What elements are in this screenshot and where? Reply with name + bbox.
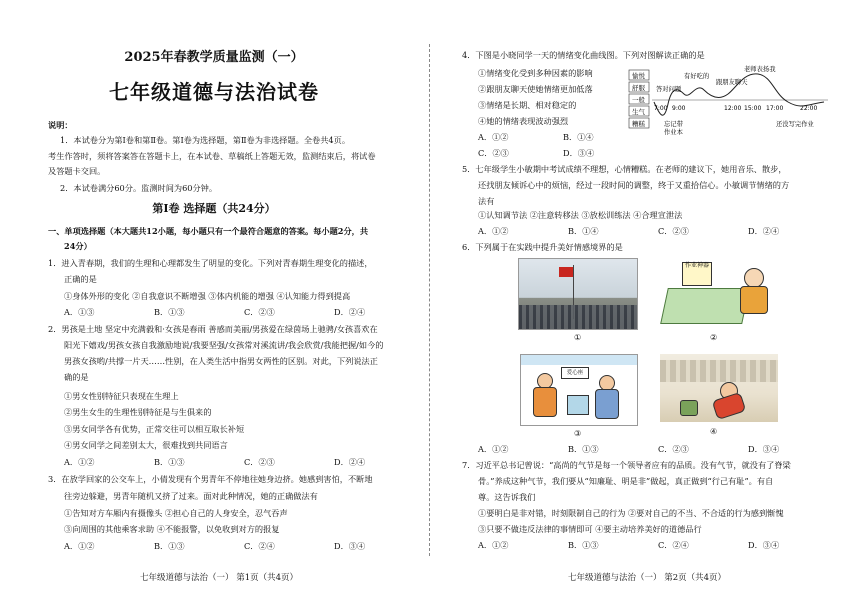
q6-option-b: B．①③ bbox=[568, 444, 599, 454]
note-1c: 及答题卡交回。 bbox=[48, 166, 106, 176]
image-give-seat bbox=[520, 354, 638, 426]
notes-label: 说明： bbox=[48, 120, 73, 130]
level-label-3: 一般 bbox=[632, 96, 645, 104]
q3-option-d: D．③④ bbox=[334, 541, 366, 551]
note-1a: 1．本试卷分为第Ⅰ卷和第Ⅱ卷。第Ⅰ卷为选择题，第Ⅱ卷为非选择题。全卷共4页。 bbox=[60, 135, 351, 145]
q4-item-2: ②跟朋友聊天使她情绪更加低落 bbox=[478, 84, 593, 94]
page-2-footer: 七年级道德与法治（一） 第2页（共4页） bbox=[568, 573, 727, 583]
q1-stem-1: 1．进入青春期，我们的生理和心理都发生了明显的变化。下列对青春期生理变化的描述， bbox=[48, 258, 373, 268]
q4-item-4: ④她的情绪表现波动强烈 bbox=[478, 116, 569, 126]
time-label-2: 9:00 bbox=[672, 105, 686, 112]
q7-stem-2: 骨。”养成这种气节，我们要从“知廉耻、明是非”做起，真正做到“行己有耻”。有自 bbox=[478, 476, 774, 486]
time-label-1: 7:00 bbox=[654, 105, 668, 112]
q2-item-4: ④男女同学之间差别太大，很难找到共同语言 bbox=[64, 440, 228, 450]
q2-options bbox=[64, 457, 424, 467]
note-chat: 跟朋友聊天 bbox=[716, 79, 748, 86]
image-label-4: ④ bbox=[710, 426, 718, 436]
image-flag-raising bbox=[518, 258, 638, 330]
q7-stem-1: 7．习近平总书记曾说：“高尚的气节是每一个领导者应有的品质。没有气节，就没有了脊梁 bbox=[462, 460, 791, 470]
q5-stem-3: 法有 bbox=[478, 196, 495, 206]
q2-option-b: B．①③ bbox=[154, 457, 185, 467]
q6-option-a: A．①② bbox=[478, 444, 509, 454]
q2-stem-4: 确的是 bbox=[64, 372, 89, 382]
subject-title: 七年级道德与法治试卷 bbox=[109, 80, 319, 104]
q1-option-d: D．②④ bbox=[334, 307, 366, 317]
level-label-1: 愉悦 bbox=[632, 72, 645, 80]
q7-options bbox=[478, 540, 838, 550]
level-label-2: 舒服 bbox=[632, 84, 645, 92]
q3-option-c: C．②④ bbox=[244, 541, 275, 551]
time-labels bbox=[654, 105, 817, 112]
sign-text: 作业神器 bbox=[684, 262, 709, 269]
q4-option-a: A．①② bbox=[478, 132, 509, 142]
q5-option-b: B．①④ bbox=[568, 226, 599, 236]
image-label-3: ③ bbox=[574, 428, 582, 438]
time-label-5: 17:00 bbox=[766, 105, 784, 112]
q2-option-c: C．②③ bbox=[244, 457, 275, 467]
q5-stem-1: 5．七年级学生小敏期中考试成绩不理想，心情糟糕。在老师的建议下，她用音乐、散步， bbox=[462, 164, 787, 174]
student-body bbox=[740, 286, 768, 314]
student-head bbox=[744, 268, 764, 288]
q1-stem-2: 正确的是 bbox=[64, 274, 97, 284]
q1-option-a: A．①③ bbox=[64, 307, 95, 317]
note-forgot-1: 忘记带 bbox=[664, 121, 683, 128]
q7-item-1: ①要明白是非对错，时刻限制自己的行为 ②要对自己的不当、不合适的行为感到惭愧 bbox=[478, 508, 784, 518]
q4-options-row2 bbox=[478, 148, 653, 158]
time-label-4: 15:00 bbox=[744, 105, 762, 112]
q6-options bbox=[478, 444, 838, 454]
q1-option-b: B．①③ bbox=[154, 307, 185, 317]
q3-option-a: A．①② bbox=[64, 541, 95, 551]
q4-item-1: ①情绪变化受到多种因素的影响 bbox=[478, 68, 593, 78]
note-praise: 老师表扬我 bbox=[744, 66, 776, 73]
sign-board bbox=[682, 262, 712, 286]
q2-option-d: D．②④ bbox=[334, 457, 366, 467]
q2-stem-3: 男孩女孩哟/共撑一片天……性别，在人类生活中指男女两性的区别。对此，下列说法正 bbox=[64, 356, 378, 366]
level-labels bbox=[629, 70, 649, 128]
red-flag bbox=[559, 267, 573, 277]
section1-line1: 一、单项选择题（本大题共12小题，每小题只有一个最符合题意的答案。每小题2分，共 bbox=[48, 226, 369, 236]
background-buildings bbox=[660, 360, 778, 382]
q3-options bbox=[64, 541, 424, 551]
q3-option-b: B．①③ bbox=[154, 541, 185, 551]
q4-item-3: ③情绪是长期、相对稳定的 bbox=[478, 100, 577, 110]
q2-stem-2: 阳光下嬉戏/男孩女孩自我激励地说/我要坚强/女孩常对溪流讲/我会欣赏/我能把握/如今的 bbox=[64, 340, 384, 350]
page-1-footer: 七年级道德与法治（一） 第1页（共4页） bbox=[140, 573, 299, 583]
time-label-3: 12:00 bbox=[724, 105, 742, 112]
q3-stem-2: 往旁边躲避，男青年随机又挤了过来。面对此种情况，她的正确做法有 bbox=[64, 491, 318, 501]
emotion-curve-figure bbox=[628, 64, 836, 144]
girl-body bbox=[533, 387, 557, 417]
q6-option-d: D．③④ bbox=[748, 444, 780, 454]
q5-options bbox=[478, 226, 838, 236]
crowd bbox=[519, 305, 637, 329]
q2-option-a: A．①② bbox=[64, 457, 95, 467]
level-label-4: 生气 bbox=[632, 108, 645, 116]
image-street-scene bbox=[660, 354, 778, 422]
trash-bin bbox=[680, 400, 698, 416]
level-label-5: 糟糕 bbox=[632, 120, 645, 128]
q7-stem-3: 尊。这告诉我们 bbox=[478, 492, 536, 502]
image-homework-device bbox=[660, 258, 778, 330]
q7-option-a: A．①② bbox=[478, 540, 509, 550]
q6-stem: 6．下列属于在实践中提升美好情感境界的是 bbox=[462, 242, 623, 252]
note-homework: 还没写完作业 bbox=[776, 121, 814, 128]
time-label-6: 22:00 bbox=[800, 105, 818, 112]
elder-body bbox=[595, 389, 619, 419]
poster-text: 爱心座 bbox=[566, 370, 584, 376]
q7-item-2: ③只要不做违反法律的事情即可 ④要主动培养美好的道德品行 bbox=[478, 524, 702, 534]
part1-title: 第Ⅰ卷 选择题（共24分） bbox=[152, 202, 276, 215]
note-2: 2．本试卷满分60分。监测时间为60分钟。 bbox=[60, 183, 218, 193]
q4-option-d: D．③④ bbox=[563, 148, 595, 158]
q5-option-c: C．②③ bbox=[658, 226, 689, 236]
desk bbox=[660, 288, 750, 324]
priority-seat-poster bbox=[561, 367, 589, 379]
page-divider bbox=[429, 44, 430, 556]
q2-item-1: ①男女性别特征只表现在生理上 bbox=[64, 391, 179, 401]
q7-option-d: D．③④ bbox=[748, 540, 780, 550]
page-1 bbox=[0, 0, 428, 608]
q7-option-c: C．②④ bbox=[658, 540, 689, 550]
q2-stem-1: 2．男孩是土地 坚定中充满毅和·女孩是春雨 善感而美丽/男孩爱在绿茵场上驰骋/女孩喜欢在 bbox=[48, 324, 378, 334]
image-label-2: ② bbox=[710, 332, 718, 342]
note-answer: 答对问题 bbox=[656, 86, 682, 93]
q1-option-c: C．②③ bbox=[244, 307, 275, 317]
bus-seat bbox=[567, 395, 589, 415]
q5-items: ①认知调节法 ②注意转移法 ③放松训练法 ④合理宣泄法 bbox=[478, 210, 683, 220]
note-forgot-2: 作业本 bbox=[664, 129, 683, 136]
q5-option-a: A．①② bbox=[478, 226, 509, 236]
note-food: 有好吃的 bbox=[684, 73, 710, 80]
q4-options-row1 bbox=[478, 132, 653, 142]
section1-line2: 24分） bbox=[64, 241, 92, 251]
q4-option-c: C．②③ bbox=[478, 148, 509, 158]
q4-option-b: B．①④ bbox=[563, 132, 594, 142]
image-label-1: ① bbox=[574, 332, 582, 342]
note-1b: 考生作答时，须将答案答在答题卡上，在本试卷、草稿纸上答题无效，监测结束后，将试卷 bbox=[48, 151, 376, 161]
q3-item-2: ③向周围的其他乘客求助 ④不能报警，以免收到对方的报复 bbox=[64, 524, 280, 534]
page-2 bbox=[432, 0, 860, 608]
q1-items: ①身体外形的变化 ②自我意识不断增强 ③体内机能的增强 ④认知能力得到提高 bbox=[64, 291, 351, 301]
person-body bbox=[712, 392, 747, 420]
q1-options bbox=[64, 307, 424, 317]
q4-stem: 4．下图是小晓同学一天的情绪变化曲线图。下列对图解读正确的是 bbox=[462, 50, 705, 60]
q5-option-d: D．②④ bbox=[748, 226, 780, 236]
q5-stem-2: 还找朋友倾诉心中的烦恼，经过一段时间的调整，终于又重拾信心。小敏调节情绪的方 bbox=[478, 180, 790, 190]
q3-stem-1: 3．在放学回家的公交车上，小倩发现有个男青年不停地往她身边挤。她感到害怕，不断地 bbox=[48, 474, 373, 484]
q3-item-1: ①告知对方车厢内有摄像头 ②担心自己的人身安全，忍气吞声 bbox=[64, 508, 288, 518]
exam-title: 2025年春教学质量监测（一） bbox=[124, 50, 304, 65]
q2-item-2: ②男生女生的生理性别特征是与生俱来的 bbox=[64, 407, 212, 417]
bus-window bbox=[521, 355, 637, 365]
q2-item-3: ③男女同学各有优势，正常交往可以相互取长补短 bbox=[64, 424, 245, 434]
q6-option-c: C．②③ bbox=[658, 444, 689, 454]
q7-option-b: B．①③ bbox=[568, 540, 599, 550]
